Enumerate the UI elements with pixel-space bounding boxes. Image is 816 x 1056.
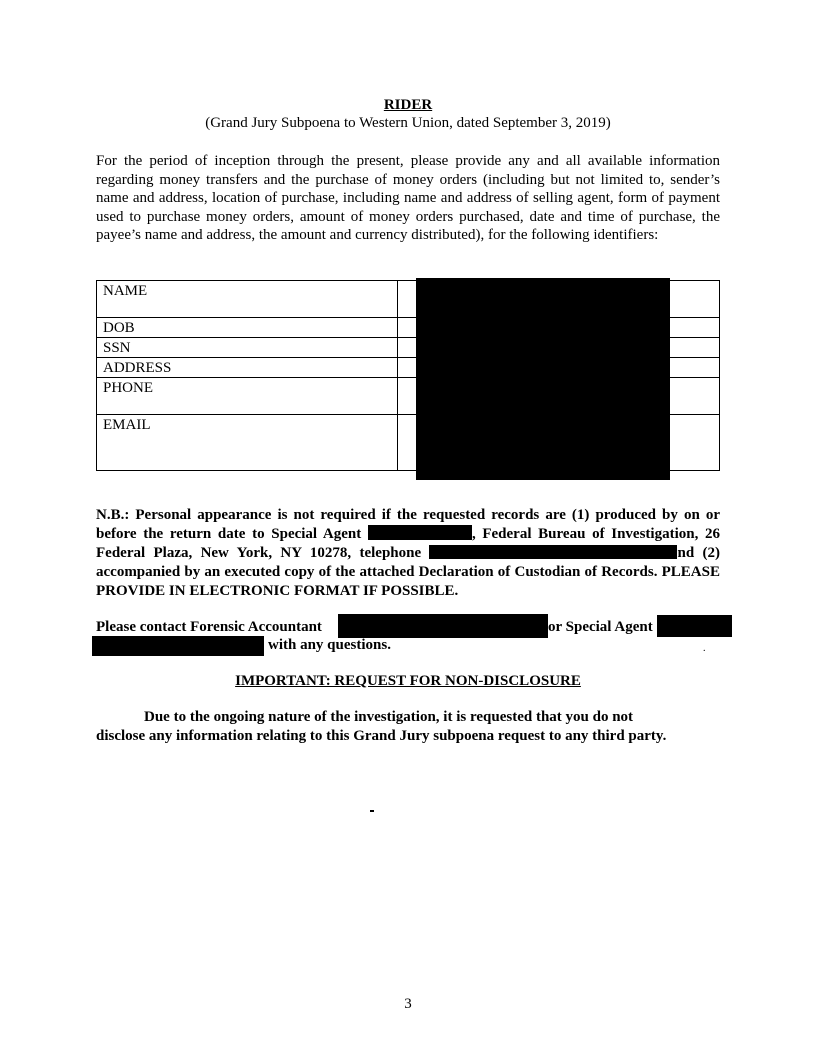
identifier-label: NAME (97, 281, 398, 318)
page-number: 3 (404, 996, 412, 1012)
nondisclosure-line-2: disclose any information relating to this Grand Jury subpoena request to any third party. (96, 728, 667, 744)
rider-subtitle: (Grand Jury Subpoena to Western Union, dated September 3, 2019) (205, 115, 611, 131)
stray-mark (370, 810, 374, 812)
trailing-mark: . (703, 643, 706, 654)
redaction-agent-name-2 (657, 615, 732, 637)
redaction-phone-email (429, 545, 677, 559)
nb-paragraph (96, 506, 720, 601)
nondisclosure-heading: IMPORTANT: REQUEST FOR NON-DISCLOSURE (235, 673, 581, 689)
contact-text-2: or Special Agent (548, 619, 653, 635)
contact-text-1: Please contact Forensic Accountant (96, 619, 322, 635)
contact-text-3: with any questions. (268, 637, 391, 653)
identifier-label: SSN (97, 338, 398, 358)
identifier-label: EMAIL (97, 415, 398, 471)
nb-text-1: N.B.: Personal appearance is not required if the requested records are (1) produced by on or before the return date to Special Agent (96, 507, 720, 542)
redaction-agent-name-3 (92, 636, 264, 656)
nondisclosure-line-1: Due to the ongoing nature of the investigation, it is requested that you do not (144, 709, 634, 725)
redaction-accountant-name (338, 614, 548, 638)
nb-text-3: nd (2) accompanied by an executed copy of the attached Declaration of Custodian of Records. PLEASE PROVIDE IN ELECTRONIC FORMAT IF POSSIBLE. (96, 545, 720, 599)
identifier-label: PHONE (97, 378, 398, 415)
redaction-block-identifiers (416, 278, 670, 480)
identifier-label: DOB (97, 318, 398, 338)
redaction-agent-name (368, 525, 472, 540)
identifier-label: ADDRESS (97, 358, 398, 378)
nb-text-2: , Federal Bureau of Investigation, 26 Federal Plaza, New York, NY 10278, telephone (96, 526, 721, 561)
rider-title: RIDER (383, 97, 433, 113)
intro-paragraph: For the period of inception through the present, please provide any and all available information regarding money transfers and the purchase of money orders (including but not limited to, sender’s name and address, location of purchase, including name and address of selling agent, form of payment used to purchase money orders, amount of money orders purchased, date and time of purchase, the payee’s name and address, the amount and currency distributed), for the following identifiers: (96, 153, 720, 243)
